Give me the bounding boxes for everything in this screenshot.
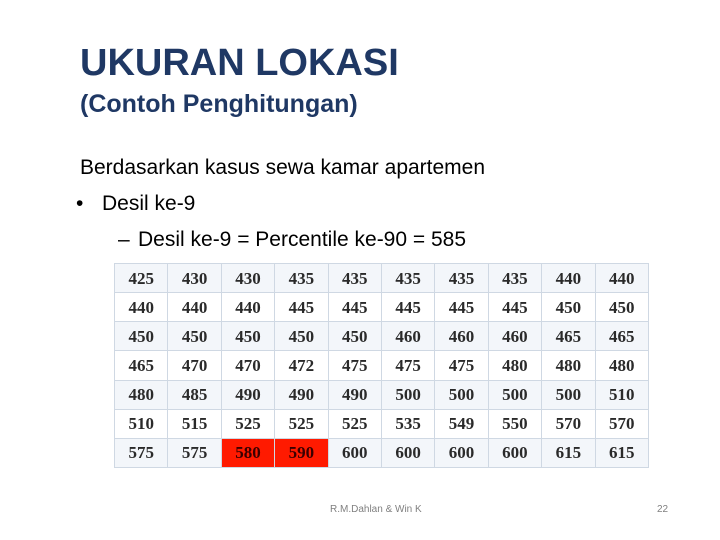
table-cell: 440 bbox=[168, 293, 221, 322]
table-cell: 480 bbox=[542, 351, 595, 380]
table-cell: 430 bbox=[168, 264, 221, 293]
table-cell: 475 bbox=[381, 351, 434, 380]
table-row bbox=[115, 438, 649, 467]
table-cell: 435 bbox=[435, 264, 488, 293]
table-cell: 570 bbox=[595, 409, 648, 438]
table-cell: 475 bbox=[435, 351, 488, 380]
table-cell: 460 bbox=[488, 322, 541, 351]
table-cell: 525 bbox=[221, 409, 274, 438]
table-cell: 485 bbox=[168, 380, 221, 409]
table-cell: 475 bbox=[328, 351, 381, 380]
sub-bullet-text: Desil ke-9 = Percentile ke-90 = 585 bbox=[138, 228, 467, 251]
table-cell: 480 bbox=[115, 380, 168, 409]
slide-title: UKURAN LOKASI bbox=[80, 42, 399, 84]
table-cell: 440 bbox=[595, 264, 648, 293]
table-cell: 435 bbox=[488, 264, 541, 293]
table-cell: 510 bbox=[595, 380, 648, 409]
table-row bbox=[115, 351, 649, 380]
table-cell: 450 bbox=[275, 322, 328, 351]
table-cell: 500 bbox=[488, 380, 541, 409]
table-cell-highlighted: 590 bbox=[275, 438, 328, 467]
table-cell: 465 bbox=[115, 351, 168, 380]
table-cell: 615 bbox=[542, 438, 595, 467]
table-cell: 500 bbox=[435, 380, 488, 409]
table-row bbox=[115, 264, 649, 293]
table-cell: 460 bbox=[435, 322, 488, 351]
table-cell: 500 bbox=[542, 380, 595, 409]
bullet-text: Desil ke-9 bbox=[102, 192, 196, 215]
table-cell: 600 bbox=[435, 438, 488, 467]
table-cell: 470 bbox=[168, 351, 221, 380]
table-cell: 575 bbox=[115, 438, 168, 467]
table-cell: 600 bbox=[328, 438, 381, 467]
table-cell: 440 bbox=[115, 293, 168, 322]
table-cell: 450 bbox=[168, 322, 221, 351]
table-cell: 440 bbox=[542, 264, 595, 293]
table-cell: 445 bbox=[381, 293, 434, 322]
table-cell: 440 bbox=[221, 293, 274, 322]
table-cell: 430 bbox=[221, 264, 274, 293]
table-cell: 460 bbox=[381, 322, 434, 351]
table-row bbox=[115, 409, 649, 438]
table-cell: 435 bbox=[328, 264, 381, 293]
table-cell: 465 bbox=[542, 322, 595, 351]
table-cell-highlighted: 580 bbox=[221, 438, 274, 467]
table-row bbox=[115, 380, 649, 409]
table-cell: 425 bbox=[115, 264, 168, 293]
table-cell: 515 bbox=[168, 409, 221, 438]
table-cell: 450 bbox=[221, 322, 274, 351]
slide-subtitle: (Contoh Penghitungan) bbox=[80, 90, 358, 118]
table-cell: 450 bbox=[595, 293, 648, 322]
table-cell: 549 bbox=[435, 409, 488, 438]
footer-authors: R.M.Dahlan & Win K bbox=[330, 504, 422, 515]
table-cell: 435 bbox=[275, 264, 328, 293]
table-cell: 570 bbox=[542, 409, 595, 438]
table-cell: 470 bbox=[221, 351, 274, 380]
page-number: 22 bbox=[657, 504, 669, 515]
table-cell: 600 bbox=[488, 438, 541, 467]
table-cell: 480 bbox=[488, 351, 541, 380]
table-cell: 510 bbox=[115, 409, 168, 438]
table-cell: 450 bbox=[115, 322, 168, 351]
table-cell: 535 bbox=[381, 409, 434, 438]
rent-data-table bbox=[114, 263, 649, 468]
table-row bbox=[115, 293, 649, 322]
table-cell: 575 bbox=[168, 438, 221, 467]
table-cell: 450 bbox=[542, 293, 595, 322]
intro-text: Berdasarkan kasus sewa kamar apartemen bbox=[80, 156, 486, 179]
table-cell: 500 bbox=[381, 380, 434, 409]
table-cell: 525 bbox=[275, 409, 328, 438]
table-cell: 480 bbox=[595, 351, 648, 380]
table-cell: 465 bbox=[595, 322, 648, 351]
table-cell: 435 bbox=[381, 264, 434, 293]
table-cell: 450 bbox=[328, 322, 381, 351]
table-cell: 472 bbox=[275, 351, 328, 380]
table-cell: 490 bbox=[328, 380, 381, 409]
sub-bullet-item bbox=[118, 227, 466, 252]
table-cell: 550 bbox=[488, 409, 541, 438]
table-cell: 600 bbox=[381, 438, 434, 467]
table-cell: 445 bbox=[328, 293, 381, 322]
table-row bbox=[115, 322, 649, 351]
table-cell: 445 bbox=[488, 293, 541, 322]
table-cell: 490 bbox=[275, 380, 328, 409]
sub-bullet-symbol: – bbox=[118, 228, 130, 251]
table-cell: 525 bbox=[328, 409, 381, 438]
bullet-item bbox=[76, 191, 195, 216]
table-cell: 445 bbox=[275, 293, 328, 322]
table-cell: 615 bbox=[595, 438, 648, 467]
bullet-symbol: • bbox=[76, 192, 84, 215]
table-cell: 445 bbox=[435, 293, 488, 322]
table-cell: 490 bbox=[221, 380, 274, 409]
